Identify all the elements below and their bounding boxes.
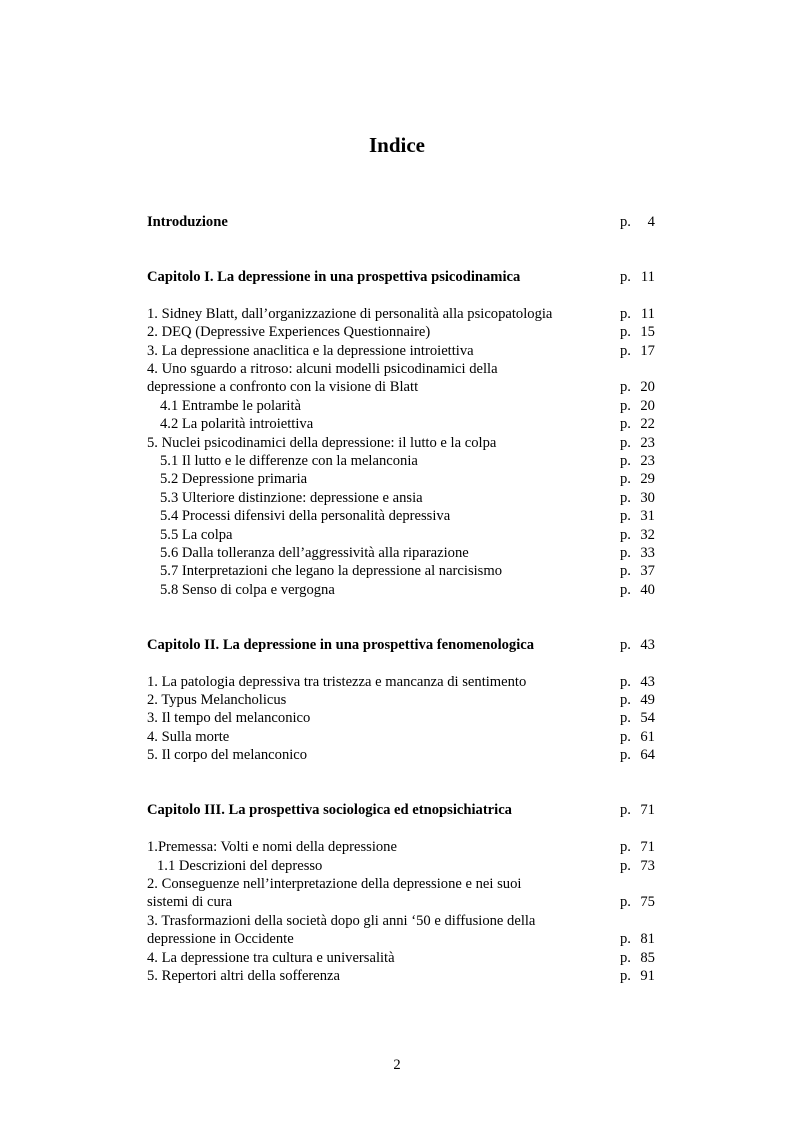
toc-entry-page: p. 4 — [620, 214, 655, 230]
toc-entry-title: 4. Sulla morte — [147, 729, 230, 745]
toc-entry-page: p. 64 — [620, 747, 655, 763]
toc-chapter-2 — [147, 636, 655, 654]
toc-entry-title: Capitolo III. La prospettiva sociologica ed etnopsichiatrica — [147, 802, 512, 818]
toc-entry-title: 5.5 La colpa — [160, 527, 233, 543]
toc-entry-title: 5.7 Interpretazioni che legano la depressione al narcisismo — [160, 563, 503, 579]
toc-entry-page: p. 32 — [620, 527, 655, 543]
toc-subentry — [147, 507, 655, 525]
page-number: 2 — [393, 1057, 401, 1073]
toc-entry-page: p. 61 — [620, 729, 655, 745]
toc-entry-page: p. 11 — [620, 306, 655, 322]
toc-entry-page: p. 54 — [620, 710, 655, 726]
toc-entry — [147, 949, 655, 967]
toc-entry-title: 4. Uno sguardo a ritroso: alcuni modelli psicodinamici della — [147, 361, 498, 377]
toc-entry-title: depressione in Occidente — [147, 931, 294, 947]
toc-entry — [147, 893, 655, 911]
toc-entry-title: 4.1 Entrambe le polarità — [160, 398, 302, 414]
toc-chapter-3 — [147, 801, 655, 819]
toc-entry-page: p. 20 — [620, 379, 655, 395]
toc-entry-page: p. 20 — [620, 398, 655, 414]
toc-entry-page: p. 15 — [620, 324, 655, 340]
toc-entry — [147, 709, 655, 727]
toc-subentry — [147, 489, 655, 507]
toc-entry-page: p. 71 — [620, 839, 655, 855]
toc-subentry — [147, 397, 655, 415]
toc-entry — [147, 930, 655, 948]
page-title: Indice — [368, 133, 425, 157]
toc-entry-title: 5.6 Dalla tolleranza dell’aggressività alla riparazione — [160, 545, 469, 561]
toc-entry-page: p. 22 — [620, 416, 655, 432]
toc-entry-page: p. 17 — [620, 343, 655, 359]
toc-entry-title: 5.3 Ulteriore distinzione: depressione e ansia — [160, 490, 423, 506]
toc-entry-title: 3. La depressione anaclitica e la depressione introiettiva — [147, 343, 474, 359]
toc-subentry — [147, 581, 655, 599]
toc-entry-page: p. 71 — [620, 802, 655, 818]
toc-entry-title: 2. Typus Melancholicus — [147, 692, 287, 708]
toc-entry-page: p. 29 — [620, 471, 655, 487]
toc-entry-page: p. 73 — [620, 858, 655, 874]
toc-entry-title: 5. Il corpo del melanconico — [147, 747, 308, 763]
toc-entry — [147, 360, 652, 378]
toc-subentry — [147, 415, 655, 433]
toc-entry-page: p. 23 — [620, 453, 655, 469]
toc-entry — [147, 912, 652, 930]
toc-entry-title: depressione a confronto con la visione di Blatt — [147, 379, 419, 395]
toc-entry-page: p. 37 — [620, 563, 655, 579]
toc-entry-page: p. 85 — [620, 950, 655, 966]
toc-entry-page: p. 81 — [620, 931, 655, 947]
toc-entry-title: Capitolo I. La depressione in una prospettiva psicodinamica — [147, 269, 521, 285]
toc-entry-page: p. 43 — [620, 674, 655, 690]
toc-entry-title: 3. Il tempo del melanconico — [147, 710, 311, 726]
toc-entry — [147, 323, 655, 341]
toc-entry-title: sistemi di cura — [147, 894, 233, 910]
toc-entry — [147, 728, 655, 746]
toc-subentry — [147, 452, 655, 470]
toc-entry-page: p. 11 — [620, 269, 655, 285]
toc-entry — [147, 342, 655, 360]
toc-entry-page: p. 40 — [620, 582, 655, 598]
toc-chapter-1 — [147, 268, 655, 286]
toc-entry-page: p. 49 — [620, 692, 655, 708]
toc-entry-title: 5.1 Il lutto e le differenze con la melanconia — [160, 453, 418, 469]
toc-subentry — [147, 544, 655, 562]
toc-subentry — [147, 562, 655, 580]
toc-subentry — [147, 857, 655, 875]
toc-entry-page: p. 23 — [620, 435, 655, 451]
toc-entry-page: p. 33 — [620, 545, 655, 561]
toc-entry-title: 2. DEQ (Depressive Experiences Questionnaire) — [147, 324, 431, 340]
toc-entry — [147, 746, 655, 764]
toc-entry-title: 1. La patologia depressiva tra tristezza e mancanza di sentimento — [147, 674, 527, 690]
toc-entry-title: Capitolo II. La depressione in una prospettiva fenomenologica — [147, 637, 535, 653]
toc-entry — [147, 673, 655, 691]
toc-entry-title: 5. Repertori altri della sofferenza — [147, 968, 341, 984]
toc-entry-title: 2. Conseguenze nell’interpretazione della depressione e nei suoi — [147, 876, 522, 892]
toc-entry-title: 5. Nuclei psicodinamici della depressione: il lutto e la colpa — [147, 435, 497, 451]
toc-entry — [147, 838, 655, 856]
toc-entry-title: 4. La depressione tra cultura e universalità — [147, 950, 395, 966]
toc-entry — [147, 305, 655, 323]
toc-entry-title: 1.Premessa: Volti e nomi della depressione — [147, 839, 397, 855]
toc-entry-page: p. 75 — [620, 894, 655, 910]
toc-entry-title: 5.8 Senso di colpa e vergogna — [160, 582, 335, 598]
toc-entry — [147, 967, 655, 985]
toc-entry-page: p. 43 — [620, 637, 655, 653]
toc-entry-title: Introduzione — [147, 214, 228, 230]
toc-entry-title: 5.4 Processi difensivi della personalità depressiva — [160, 508, 451, 524]
toc-entry-title: 3. Trasformazioni della società dopo gli anni ‘50 e diffusione della — [147, 913, 536, 929]
toc-entry-title: 5.2 Depressione primaria — [160, 471, 308, 487]
toc-entry-page: p. 30 — [620, 490, 655, 506]
toc-entry-page: p. 91 — [620, 968, 655, 984]
toc-subentry — [147, 470, 655, 488]
toc-entry-title: 4.2 La polarità introiettiva — [160, 416, 314, 432]
toc-entry — [147, 875, 652, 893]
toc-entry — [147, 434, 655, 452]
toc-entry — [147, 378, 655, 396]
toc-entry-page: p. 31 — [620, 508, 655, 524]
toc-entry-title: 1. Sidney Blatt, dall’organizzazione di personalità alla psicopatologia — [147, 306, 553, 322]
toc-subentry — [147, 526, 655, 544]
toc-entry — [147, 691, 655, 709]
toc-entry-title: 1.1 Descrizioni del depresso — [157, 858, 323, 874]
toc-entry-introduzione — [147, 213, 655, 231]
